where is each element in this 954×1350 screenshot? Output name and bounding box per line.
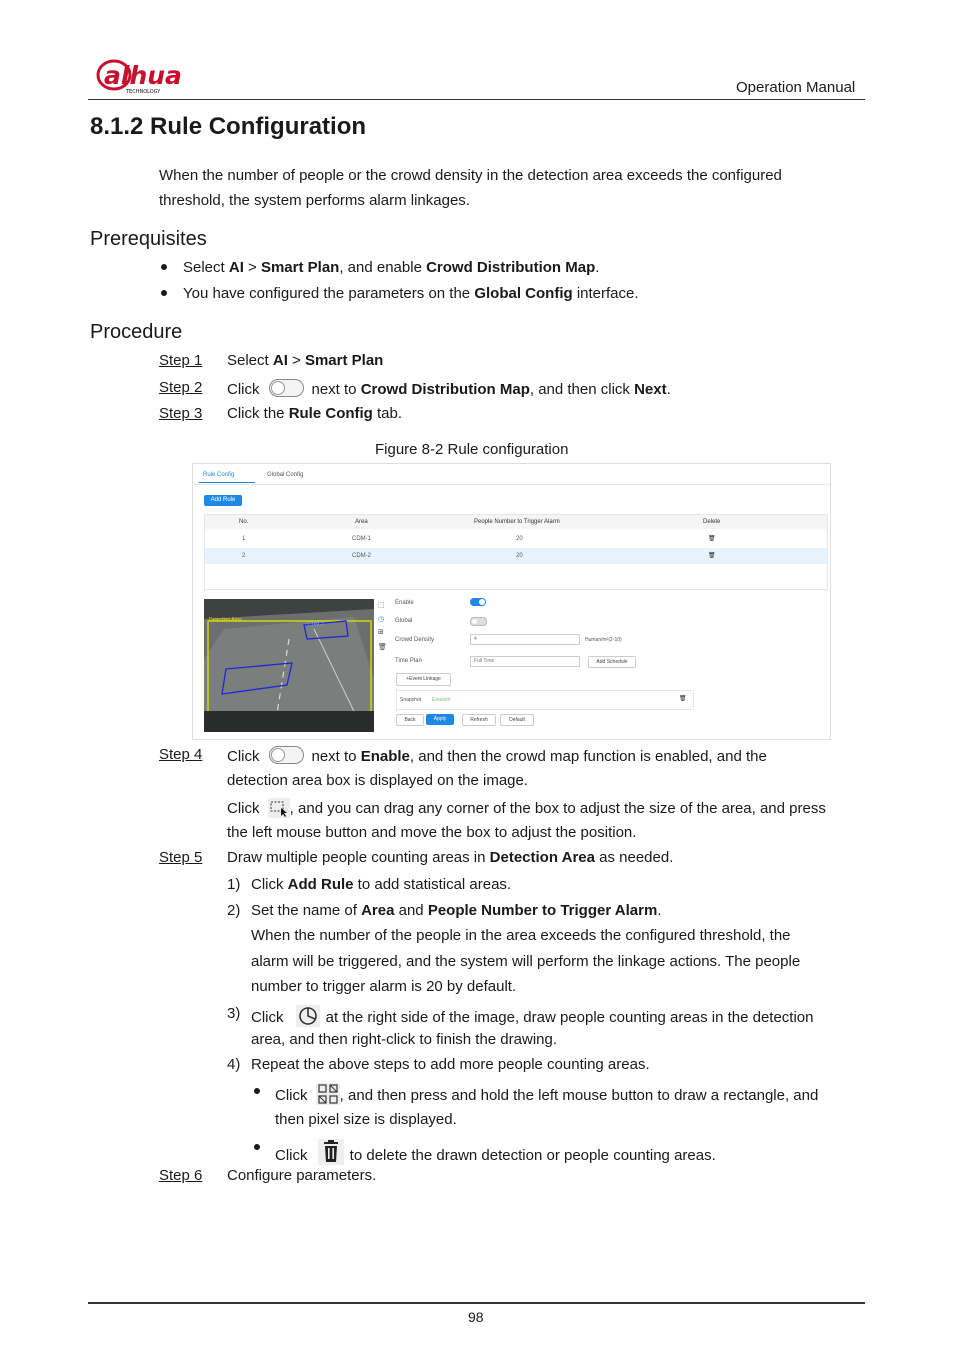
pixel-counter-icon[interactable]: ⊞	[378, 629, 384, 636]
cell-people[interactable]: 20	[516, 536, 523, 542]
step-1-label: Step 1	[159, 352, 203, 369]
step-4-label: Step 4	[159, 746, 203, 763]
bullet	[161, 290, 167, 296]
cell-area[interactable]: CDM-2	[352, 553, 371, 559]
substep-4-num: 4)	[227, 1056, 241, 1073]
event-linkage-button[interactable]: +Event Linkage	[396, 673, 451, 686]
section-title: 8.1.2 Rule Configuration	[90, 113, 367, 140]
step-3-text: Click the Rule Config tab.	[227, 405, 403, 422]
figure-caption: Figure 8-2 Rule configuration	[375, 441, 569, 458]
step-5-text: Draw multiple people counting areas in Detection Area as needed.	[227, 849, 674, 866]
pixel-counter-icon	[316, 1083, 340, 1110]
trash-icon[interactable]: 🗑	[708, 536, 716, 542]
refresh-button[interactable]: Refresh	[462, 714, 496, 726]
time-plan-label: Time Plan	[395, 658, 422, 664]
snapshot-status: Enabled	[432, 697, 451, 703]
substep-1-text: Click Add Rule to add statistical areas.	[251, 876, 512, 893]
snapshot-row	[396, 690, 694, 710]
enable-toggle[interactable]	[470, 598, 486, 606]
add-rule-button[interactable]: Add Rule	[204, 495, 242, 506]
global-toggle[interactable]	[470, 617, 487, 626]
step-4-line-4: the left mouse button and move the box to adjust the position.	[227, 824, 637, 841]
draw-box-icon[interactable]: ⬚	[378, 602, 385, 609]
step-4-line-3: Click , and you can drag any corner of the box to adjust the size of the area, and press	[227, 798, 826, 823]
bullet	[161, 264, 167, 270]
page-number: 98	[468, 1309, 484, 1325]
step-2-text: Click next to Crowd Distribution Map, and then click Next.	[227, 381, 671, 398]
toggle-off-icon	[269, 379, 304, 397]
cell-people[interactable]: 20	[516, 553, 523, 559]
substep-2-text: Set the name of Area and People Number to Trigger Alarm.	[251, 902, 662, 919]
active-tab-underline	[199, 482, 255, 483]
trash-icon[interactable]: 🗑	[679, 696, 687, 702]
global-label: Global	[395, 618, 413, 624]
trash-icon[interactable]: 🗑	[378, 644, 387, 651]
step-6-text: Configure parameters.	[227, 1167, 377, 1184]
substep-3-para: area, and then right-click to finish the drawing.	[251, 1031, 557, 1048]
table-row[interactable]	[205, 548, 827, 564]
toggle-off-icon	[269, 746, 304, 764]
step-4-line-2: detection area box is displayed on the image.	[227, 772, 529, 789]
apply-button[interactable]: Apply	[426, 714, 454, 725]
svg-text:TECHNOLOGY: TECHNOLOGY	[126, 89, 161, 95]
step-6-label: Step 6	[159, 1167, 203, 1184]
enable-label: Enable	[395, 600, 414, 606]
svg-text:alhua: alhua	[104, 61, 182, 90]
draw-area-icon	[296, 1005, 320, 1032]
bullet	[254, 1144, 260, 1150]
intro-line-1: When the number of people or the crowd density in the detection area exceeds the configured	[159, 167, 782, 184]
rules-table	[204, 514, 828, 590]
cdm-area-label: CDM-2	[308, 622, 324, 628]
substep-2-num: 2)	[227, 902, 241, 919]
crowd-density-input[interactable]: 4	[470, 634, 580, 645]
step-5-label: Step 5	[159, 849, 203, 866]
substep-1-num: 1)	[227, 876, 241, 893]
detection-area-label: Detection Area	[209, 617, 242, 623]
cell-no: 2	[242, 553, 246, 559]
substep-2-para-2: alarm will be triggered, and the system will perform the linkage actions. The people	[251, 953, 801, 970]
prereq-item-1: Select AI > Smart Plan, and enable Crowd Distribution Map.	[183, 259, 600, 276]
default-button[interactable]: Default	[500, 714, 534, 726]
col-area: Area	[355, 519, 368, 525]
header-divider	[88, 99, 865, 100]
draw-area-icon[interactable]: ◷	[378, 616, 385, 623]
substep-4-bullet-1: Click , and then press and hold the left mouse button to draw a rectangle, and	[275, 1083, 818, 1110]
video-preview[interactable]	[204, 599, 374, 732]
crowd-density-label: Crowd Density	[395, 637, 435, 643]
col-people: People Number to Trigger Alarm	[474, 519, 560, 525]
substep-2-para-3: number to trigger alarm is 20 by default.	[251, 978, 517, 995]
cell-area[interactable]: CDM-1	[352, 536, 371, 542]
col-delete: Delete	[703, 519, 721, 525]
tab-divider	[193, 484, 830, 485]
tab-global-config[interactable]: Global Config	[267, 472, 304, 478]
tab-rule-config[interactable]: Rule Config	[203, 472, 235, 478]
time-plan-select[interactable]: Full Time	[470, 656, 580, 667]
manual-title: Operation Manual	[736, 79, 856, 96]
trash-icon	[318, 1139, 344, 1170]
intro-line-2: threshold, the system performs alarm linkages.	[159, 192, 470, 209]
density-unit: Human/m²(2-10)	[585, 637, 622, 643]
dahua-logo	[96, 58, 200, 96]
trash-icon[interactable]: 🗑	[708, 553, 716, 559]
step-3-label: Step 3	[159, 405, 203, 422]
step-4-line-1: Click next to Enable, and then the crowd map function is enabled, and the	[227, 748, 767, 765]
bullet	[254, 1088, 260, 1094]
step-2-label: Step 2	[159, 379, 203, 396]
substep-4-text: Repeat the above steps to add more people counting areas.	[251, 1056, 650, 1073]
snapshot-label: Snapshot	[400, 697, 422, 703]
prerequisites-heading: Prerequisites	[90, 228, 207, 250]
footer-divider	[88, 1302, 865, 1304]
substep-4-bullet-1-cont: then pixel size is displayed.	[275, 1111, 457, 1128]
substep-3-text: Click at the right side of the image, draw people counting areas in the detection	[251, 1005, 814, 1032]
add-schedule-button[interactable]: Add Schedule	[588, 656, 636, 668]
select-box-icon	[268, 798, 290, 823]
back-button[interactable]: Back	[396, 714, 424, 726]
prereq-item-2: You have configured the parameters on the Global Config interface.	[183, 285, 639, 302]
col-no: No.	[239, 519, 249, 525]
substep-4-bullet-2: Click to delete the drawn detection or people counting areas.	[275, 1139, 716, 1170]
substep-2-para-1: When the number of the people in the area exceeds the configured threshold, the	[251, 927, 791, 944]
step-1-text: Select AI > Smart Plan	[227, 352, 384, 369]
rule-config-figure	[192, 463, 831, 740]
table-row[interactable]	[205, 532, 827, 547]
procedure-heading: Procedure	[90, 321, 183, 343]
substep-3-num: 3)	[227, 1005, 241, 1022]
cell-no: 1	[242, 536, 246, 542]
